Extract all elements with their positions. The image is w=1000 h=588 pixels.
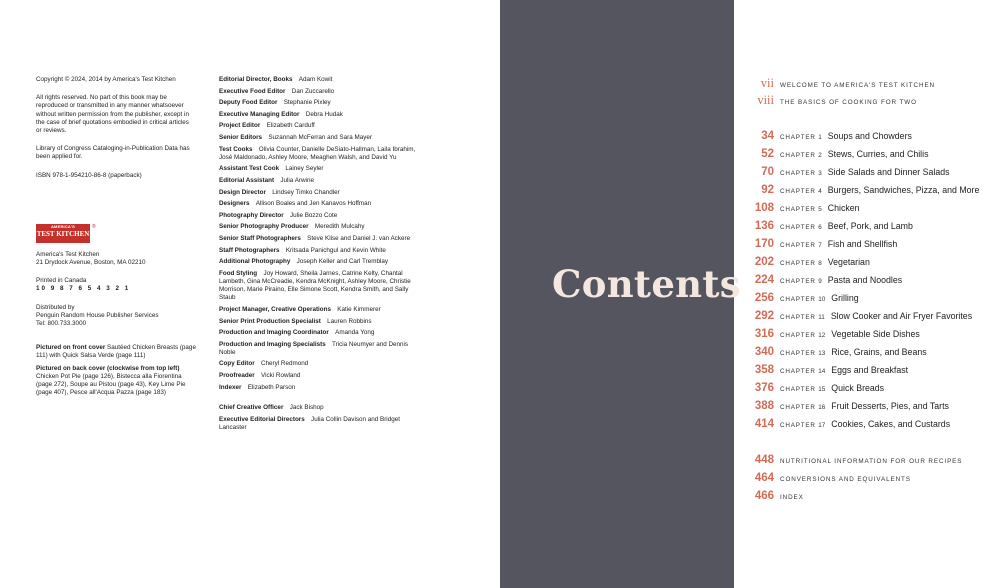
publisher-name: America's Test Kitchen [36, 250, 100, 258]
copyright-column [36, 76, 196, 401]
toc-page-number: 92 [761, 184, 774, 196]
toc-page-number: 358 [754, 364, 774, 376]
toc-page-number: 316 [754, 328, 774, 340]
credit-names: Steve Klise and Daniel J. van Ackere [307, 234, 411, 242]
chapter-number: 8 [818, 260, 822, 267]
chapter-number: 5 [818, 206, 822, 213]
toc-page-number: 70 [761, 166, 774, 178]
credit-entry [219, 372, 424, 380]
contents-panel [500, 0, 741, 588]
credit-entry [219, 165, 424, 173]
credit-entry [219, 76, 424, 84]
chapter-number: 16 [818, 404, 826, 411]
credit-role: Project Manager, Creative Operations [219, 305, 331, 313]
chapter-number: 15 [818, 386, 826, 393]
credit-role: Indexer [219, 383, 242, 391]
toc-chapter-entry[interactable] [734, 346, 1000, 364]
chapter-label [780, 206, 822, 213]
credit-entry [219, 88, 424, 96]
chapter-word: CHAPTER [780, 296, 816, 303]
back-cover-note [36, 365, 196, 398]
chapter-label [780, 296, 825, 303]
chapter-title: Slow Cooker and Air Fryer Favorites [830, 311, 973, 321]
toc-chapter-entry[interactable] [734, 328, 1000, 346]
chapter-number: 9 [818, 278, 822, 285]
distributor-tel: Tel: 800.733.3000 [36, 320, 87, 328]
copyright-line: Copyright © 2024, 2014 by America's Test Kitchen [36, 76, 176, 83]
credit-role: Copy Editor [219, 360, 255, 368]
credit-entry [219, 134, 424, 142]
credit-role: Photography Director [219, 211, 284, 219]
credit-role: Additional Photography [219, 258, 291, 266]
credit-names: Meredith Mulcahy [314, 223, 365, 231]
chapter-label [780, 368, 825, 375]
credit-entry [219, 318, 424, 326]
chapter-word: CHAPTER [780, 404, 816, 411]
chapter-word: CHAPTER [780, 386, 816, 393]
chapter-number: 2 [818, 152, 822, 159]
credit-names: Allison Boales and Jen Kanavos Hoffman [255, 200, 372, 208]
toc-front-matter [734, 76, 994, 110]
chapter-title: Stews, Curries, and Chilis [827, 149, 929, 159]
credit-names: Stephanie Pixley [283, 99, 331, 107]
credit-entry [219, 212, 424, 220]
credit-names: Adam Kowit [298, 76, 333, 83]
toc-entry[interactable] [734, 490, 1000, 508]
chapter-word: CHAPTER [780, 188, 816, 195]
back-cover-text: Chicken Pot Pie (page 126), Bistecca alla Fiorentina (page 272), Soupe au Pistou (page 43), Key Lime Pie (page 407), Pesce all'Acqua Pazza (page 183) [36, 372, 186, 397]
toc-entry-label: THE BASICS OF COOKING FOR TWO [780, 99, 917, 106]
chapter-number: 4 [818, 188, 822, 195]
isbn: ISBN 978-1-954210-86-8 (paperback) [36, 171, 142, 179]
credits-list [219, 76, 424, 392]
toc-page-number: 170 [754, 238, 774, 250]
credit-entry [219, 99, 424, 107]
chapter-label [780, 260, 822, 267]
rights-statement: All rights reserved. No part of this book may be reproduced or transmitted in any manner whatsoever without written permission from the publisher, except in the case of brief quotations embodied in critical articles or reviews. [36, 94, 189, 135]
toc-page-number: 292 [754, 310, 774, 322]
toc-page-number: 464 [754, 472, 774, 484]
toc-chapter-entry[interactable] [734, 292, 1000, 310]
back-cover-label: Pictured on back cover (clockwise from top left) [36, 364, 180, 372]
toc-chapter-entry[interactable] [734, 166, 1000, 184]
toc-entry[interactable] [734, 454, 1000, 472]
credits-list-secondary [219, 404, 424, 432]
chapter-word: CHAPTER [780, 422, 816, 429]
chapter-number: 17 [818, 422, 826, 429]
credit-names: Joseph Keller and Carl Tremblay [296, 258, 389, 266]
chapter-word: CHAPTER [780, 260, 816, 267]
chapter-label [780, 422, 825, 429]
credit-role: Executive Food Editor [219, 87, 286, 95]
toc-entry-label: WELCOME TO AMERICA'S TEST KITCHEN [780, 82, 935, 89]
credit-names: Katie Kimmerer [337, 305, 381, 313]
chapter-title: Cookies, Cakes, and Custards [831, 419, 951, 429]
credit-role: Chief Creative Officer [219, 404, 284, 412]
credit-role: Staff Photographers [219, 246, 280, 254]
loc-statement: Library of Congress Cataloging-in-Publication Data has been applied for. [36, 145, 190, 161]
toc-page-number: 448 [754, 454, 774, 466]
chapter-number: 10 [818, 296, 826, 303]
front-cover-note [36, 344, 196, 360]
toc-chapter-entry[interactable] [734, 202, 1000, 220]
chapter-label [780, 278, 822, 285]
toc-page-number: viii [757, 93, 774, 107]
credit-entry [219, 111, 424, 119]
toc-entry-label: NUTRITIONAL INFORMATION FOR OUR RECIPES [780, 458, 963, 465]
credit-role: Senior Editors [219, 133, 263, 141]
printing-line: 10 9 8 7 6 5 4 3 2 1 [36, 285, 131, 293]
chapter-title: Vegetable Side Dishes [831, 329, 920, 339]
chapter-word: CHAPTER [780, 278, 816, 285]
toc-chapter-entry[interactable] [734, 220, 1000, 238]
chapter-title: Fruit Desserts, Pies, and Tarts [831, 401, 949, 411]
chapter-word: CHAPTER [780, 242, 816, 249]
chapter-title: Soups and Chowders [827, 131, 912, 141]
toc-chapters [734, 130, 1000, 436]
chapter-word: CHAPTER [780, 224, 816, 231]
contents-page [500, 0, 1000, 588]
chapter-number: 6 [818, 224, 822, 231]
credit-entry [219, 258, 424, 266]
credit-names: Joy Howard, Sheila Jarnes, Catrine Kelty, Chantal Lambeth, Gina McCreadie, Kendra McKnight, Ashley Moore, Christie Morrison, Marie Piraino, Elle Simone Scott, Kendra Smith, and Sally Staub [219, 269, 411, 302]
registered-mark: ® [92, 223, 96, 230]
credit-names: Jack Bishop [289, 404, 324, 412]
toc-page-number: 136 [754, 220, 774, 232]
toc-entry[interactable] [734, 76, 994, 93]
credit-role: Deputy Food Editor [219, 99, 278, 107]
printed-in: Printed in Canada [36, 277, 87, 285]
contents-heading: Contents [552, 262, 741, 306]
credit-entry [219, 235, 424, 243]
toc-chapter-entry[interactable] [734, 256, 1000, 274]
chapter-label [780, 350, 825, 357]
chapter-title: Burgers, Sandwiches, Pizza, and More [827, 185, 980, 195]
chapter-word: CHAPTER [780, 206, 816, 213]
credit-names: Elizabeth Parson [247, 383, 296, 391]
chapter-label [780, 404, 825, 411]
toc-page-number: 376 [754, 382, 774, 394]
chapter-title: Pasta and Noodles [827, 275, 903, 285]
toc-back-matter [734, 454, 1000, 508]
credit-role: Executive Managing Editor [219, 110, 300, 118]
chapter-title: Fish and Shellfish [827, 239, 898, 249]
toc-page-number: 34 [761, 130, 774, 142]
atk-logo [36, 223, 96, 243]
toc-chapter-entry[interactable] [734, 418, 1000, 436]
credit-entry [219, 146, 424, 162]
credit-role: Senior Photography Producer [219, 223, 309, 231]
credit-entry [219, 384, 424, 392]
chapter-word: CHAPTER [780, 314, 816, 321]
chapter-word: CHAPTER [780, 368, 816, 375]
credit-role: Executive Editorial Directors [219, 415, 305, 423]
logo-line1: AMERICA'S [50, 223, 76, 229]
credit-names: Olivia Counter, Danielle DeSiato-Hallman, Laila Ibrahim, José Maldonado, Ashley Moore, Meaghen Walsh, and David Yu [219, 145, 416, 161]
chapter-word: CHAPTER [780, 170, 816, 177]
credit-entry [219, 404, 424, 412]
toc-page-number: 388 [754, 400, 774, 412]
credit-role: Proofreader [219, 372, 255, 380]
toc-page-number: 202 [754, 256, 774, 268]
credit-role: Production and Imaging Coordinator [219, 329, 329, 337]
chapter-word: CHAPTER [780, 350, 816, 357]
toc-page-number: 256 [754, 292, 774, 304]
chapter-label [780, 152, 822, 159]
chapter-title: Vegetarian [827, 257, 870, 267]
credit-role: Assistant Test Cook [219, 165, 280, 173]
credit-names: Vicki Rowland [261, 372, 301, 380]
chapter-number: 13 [818, 350, 826, 357]
distributed-label: Distributed by [36, 303, 75, 311]
distributor: Penguin Random House Publisher Services [36, 311, 159, 319]
credit-names: Julia Collin Davison and Bridget Lancaster [219, 415, 400, 432]
credit-role: Food Styling [219, 269, 258, 277]
toc-chapter-entry[interactable] [734, 310, 1000, 328]
toc-page-number: 224 [754, 274, 774, 286]
credit-entry [219, 270, 424, 303]
credit-names: Debra Hudak [305, 110, 343, 118]
chapter-label [780, 134, 822, 141]
credit-entry [219, 306, 424, 314]
chapter-word: CHAPTER [780, 332, 816, 339]
toc-page-number: vii [760, 76, 774, 90]
credit-names: Tricia Neumyer and Dennis Noble [219, 340, 409, 356]
toc-chapter-entry[interactable] [734, 274, 1000, 292]
credit-role: Designers [219, 200, 250, 208]
chapter-number: 1 [818, 134, 822, 141]
chapter-label [780, 332, 825, 339]
toc-entry-label: CONVERSIONS AND EQUIVALENTS [780, 476, 911, 483]
credit-names: Suzannah McFerran and Sara Mayer [268, 133, 372, 141]
credit-role: Senior Print Production Specialist [219, 317, 321, 325]
credit-role: Design Director [219, 188, 266, 196]
credit-names: Amanda Yong [335, 329, 375, 337]
chapter-title: Grilling [831, 293, 859, 303]
credit-role: Editorial Assistant [219, 176, 275, 184]
chapter-label [780, 224, 822, 231]
credit-names: Lainey Seyler [285, 165, 324, 173]
toc-entry[interactable] [734, 93, 994, 110]
credit-role: Senior Staff Photographers [219, 234, 301, 242]
credit-entry [219, 223, 424, 231]
toc-page-number: 414 [754, 418, 774, 430]
credit-entry [219, 360, 424, 368]
toc-entry[interactable] [734, 472, 1000, 490]
toc-page-number: 52 [761, 148, 774, 160]
credit-role: Editorial Director, Books [219, 76, 293, 83]
chapter-label [780, 170, 822, 177]
toc-chapter-entry[interactable] [734, 130, 1000, 148]
credit-names: Cheryl Redmond [260, 360, 309, 368]
publisher-address: 21 Drydock Avenue, Boston, MA 02210 [36, 259, 146, 267]
toc-chapter-entry[interactable] [734, 400, 1000, 418]
credit-entry [219, 122, 424, 130]
toc-chapter-entry[interactable] [734, 364, 1000, 382]
credits-column [219, 76, 424, 436]
chapter-label [780, 314, 825, 321]
chapter-title: Chicken [827, 203, 860, 213]
toc-chapter-entry[interactable] [734, 148, 1000, 166]
credit-role: Test Cooks [219, 145, 253, 153]
chapter-title: Rice, Grains, and Beans [831, 347, 927, 357]
chapter-label [780, 188, 822, 195]
credit-entry [219, 177, 424, 185]
chapter-number: 11 [818, 314, 825, 321]
credit-entry [219, 189, 424, 197]
logo-line2: TEST KITCHEN [36, 229, 90, 238]
toc-page-number: 108 [754, 202, 774, 214]
chapter-number: 7 [818, 242, 822, 249]
chapter-label [780, 386, 825, 393]
chapter-title: Quick Breads [831, 383, 885, 393]
credit-entry [219, 416, 424, 432]
chapter-title: Beef, Pork, and Lamb [827, 221, 913, 231]
credit-entry [219, 247, 424, 255]
chapter-word: CHAPTER [780, 152, 816, 159]
toc-chapter-entry[interactable] [734, 184, 1000, 202]
chapter-word: CHAPTER [780, 134, 816, 141]
credit-names: Elizabeth Carduff [266, 122, 315, 130]
credit-role: Production and Imaging Specialists [219, 340, 326, 348]
credit-entry [219, 200, 424, 208]
credit-names: Kritsada Panichgul and Kevin White [285, 246, 386, 254]
credit-names: Lindsey Timko Chandler [272, 188, 340, 196]
chapter-title: Side Salads and Dinner Salads [827, 167, 950, 177]
credit-names: Lauren Robbins [327, 317, 372, 325]
credit-names: Julie Bozzo Cote [290, 211, 338, 219]
toc-chapter-entry[interactable] [734, 238, 1000, 256]
credit-role: Project Editor [219, 122, 261, 130]
credit-entry [219, 329, 424, 337]
front-cover-label: Pictured on front cover [36, 344, 106, 352]
toc-page-number: 466 [754, 490, 774, 502]
toc-page-number: 340 [754, 346, 774, 358]
chapter-number: 14 [818, 368, 826, 375]
toc-entry-label: INDEX [780, 494, 804, 501]
chapter-label [780, 242, 822, 249]
toc-chapter-entry[interactable] [734, 382, 1000, 400]
chapter-number: 12 [818, 332, 826, 339]
chapter-title: Eggs and Breakfast [831, 365, 909, 375]
chapter-number: 3 [818, 170, 822, 177]
credit-entry [219, 341, 424, 357]
credit-names: Dan Zuccarello [291, 87, 335, 95]
credit-names: Julia Arwine [280, 176, 314, 184]
front-cover-text: Sautéed Chicken Breasts (page 111) with Quick Salsa Verde (page 111) [36, 344, 196, 360]
